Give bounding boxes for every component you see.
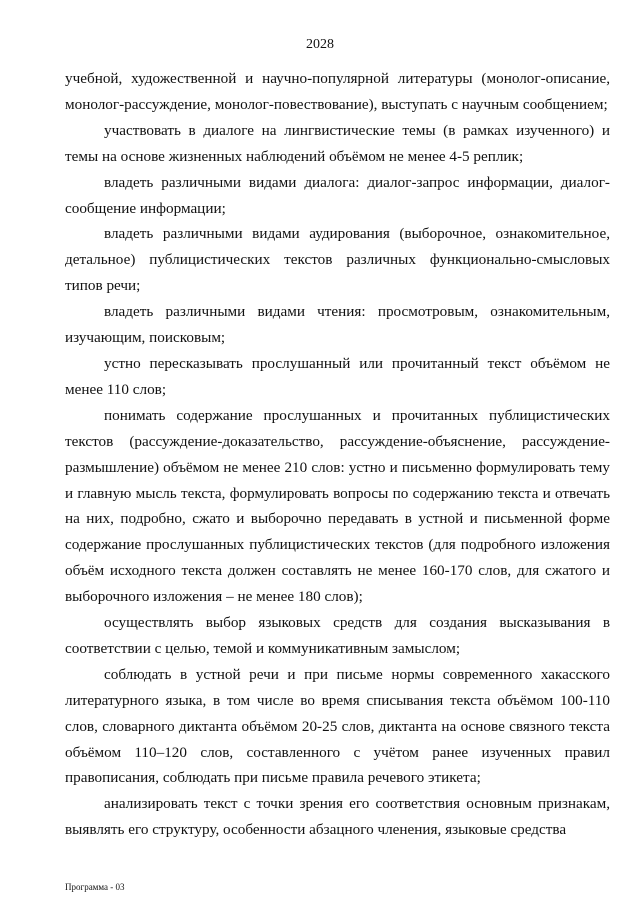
paragraph: осуществлять выбор языковых средств для создания высказывания в соответствии с целью, темой и коммуникативным замыслом; bbox=[65, 614, 610, 657]
paragraph: владеть различными видами аудирования (выборочное, ознакомительное, детальное) публицистических текстов различных функционально-смысловых типов речи; bbox=[65, 225, 610, 295]
paragraph: участвовать в диалоге на лингвистические темы (в рамках изученного) и темы на основе жизненных наблюдений объёмом не менее 4-5 реплик; bbox=[65, 121, 610, 165]
paragraph: учебной, художественной и научно-популярной литературы (монолог-описание, монолог-рассуждение, монолог-повествование), выступать с научным сообщением; bbox=[65, 70, 610, 113]
page-number: 2028 bbox=[306, 37, 334, 52]
document-body bbox=[65, 66, 610, 843]
footer-program-code: Программа - 03 bbox=[65, 882, 125, 892]
paragraph: соблюдать в устной речи и при письме нормы современного хакасского литературного языка, в том числе во время списывания текста объёмом 100-110 слов, словарного диктанта объёмом 20-25 слов, диктанта на основе связного текста объёмом 110–120 слов, составленного с учётом ранее изученных правил правописания, соблюдать при письме правила речевого этикета; bbox=[65, 665, 610, 787]
paragraph: владеть различными видами чтения: просмотровым, ознакомительным, изучающим, поисковым; bbox=[65, 303, 610, 347]
paragraph: понимать содержание прослушанных и прочитанных публицистических текстов (рассуждение-доказательство, рассуждение-объяснение, рассуждение-размышление) объёмом не менее 210 слов: устно и письменно формулировать тему и главную мысль текста, формулировать вопросы по содержанию текста и отвечать на них, подробно, сжато и выборочно передавать в устной и письменной форме содержание прослушанных публицистических текстов (для подробного изложения объём исходного текста должен составлять не менее 160-170 слов, для сжатого и выборочного изложения – не менее 180 слов); bbox=[65, 406, 610, 606]
paragraph: владеть различными видами диалога: диалог-запрос информации, диалог-сообщение информации; bbox=[65, 173, 610, 217]
paragraph: анализировать текст с точки зрения его соответствия основным признакам, выявлять его структуру, особенности абзацного членения, языковые средства bbox=[65, 795, 610, 839]
paragraph: устно пересказывать прослушанный или прочитанный текст объёмом не менее 110 слов; bbox=[65, 354, 610, 398]
